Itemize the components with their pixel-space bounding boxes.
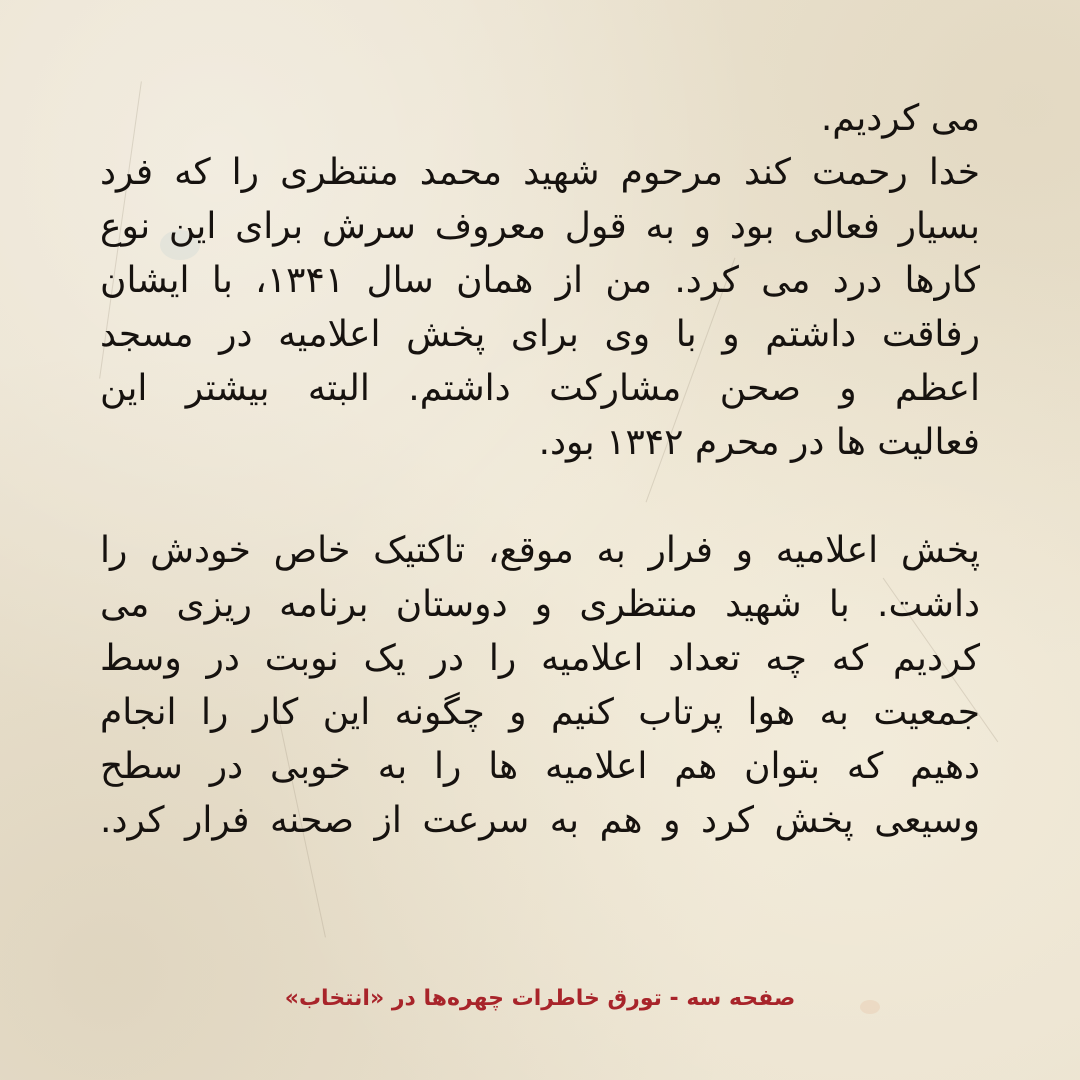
text-line: وسیعی پخش کرد و هم به سرعت از صحنه فرار کرد.: [100, 800, 980, 841]
text-line: بسیار فعالی بود و به قول معروف سرش برای این نوع: [100, 206, 980, 247]
text-line: داشت. با شهید منتظری و دوستان برنامه ریزی می: [100, 584, 980, 625]
text-line: جمعیت به هوا پرتاب کنیم و چگونه این کار را انجام: [100, 692, 980, 733]
paragraph-2: [100, 524, 980, 848]
text-line: رفاقت داشتم و با وی برای پخش اعلامیه در مسجد: [100, 314, 980, 355]
text-line: کردیم که چه تعداد اعلامیه را در یک نوبت در وسط: [100, 638, 980, 679]
text-line: می کردیم.: [820, 98, 980, 139]
paragraph-spacer: [100, 470, 980, 524]
text-line: فعالیت ها در محرم ۱۳۴۲ بود.: [538, 422, 980, 463]
text-line: اعظم و صحن مشارکت داشتم. البته بیشتر این: [100, 368, 980, 409]
memoir-page-body: [100, 92, 980, 848]
text-line: دهیم که بتوان هم اعلامیه ها را به خوبی در سطح: [100, 746, 980, 787]
page-caption: صفحه سه - تورق خاطرات چهره‌ها در «انتخاب»: [284, 986, 796, 1011]
text-line: کارها درد می کرد. من از همان سال ۱۳۴۱، با ایشان: [100, 260, 980, 301]
text-line: پخش اعلامیه و فرار به موقع، تاکتیک خاص خودش را: [100, 530, 980, 571]
text-line: خدا رحمت کند مرحوم شهید محمد منتظری را که فرد: [100, 152, 980, 193]
paragraph-1: [100, 92, 980, 470]
